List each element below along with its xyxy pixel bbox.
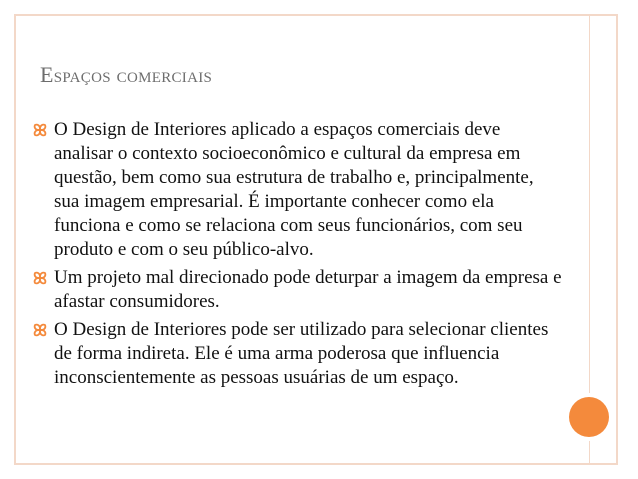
bullet-text: Um projeto mal direcionado pode deturpar a imagem da empresa e afastar consumidores. [54,267,562,312]
slide-title: Espaços comerciais [40,62,213,87]
quad-leaf-bullet-icon [32,270,48,286]
bullet-list [32,118,562,394]
bullet-item [32,266,562,314]
bullet-item [32,318,562,390]
quad-leaf-bullet-icon [32,122,48,138]
bullet-item [32,118,562,262]
accent-dot [569,397,609,437]
bullet-text: O Design de Interiores aplicado a espaços comerciais deve analisar o contexto socioeconômico e cultural da empresa em questão, bem como sua estrutura de trabalho e, principalmente, sua imagem empresarial. É importante conhecer como ela funciona e como se relaciona com seus funcionários, com seu produto e com o seu público-alvo. [54,119,534,260]
quad-leaf-bullet-icon [32,322,48,338]
bullet-text: O Design de Interiores pode ser utilizado para selecionar clientes de forma indireta. Ele é uma arma poderosa que influencia inconscientemente as pessoas usuárias de um espaço. [54,319,549,388]
